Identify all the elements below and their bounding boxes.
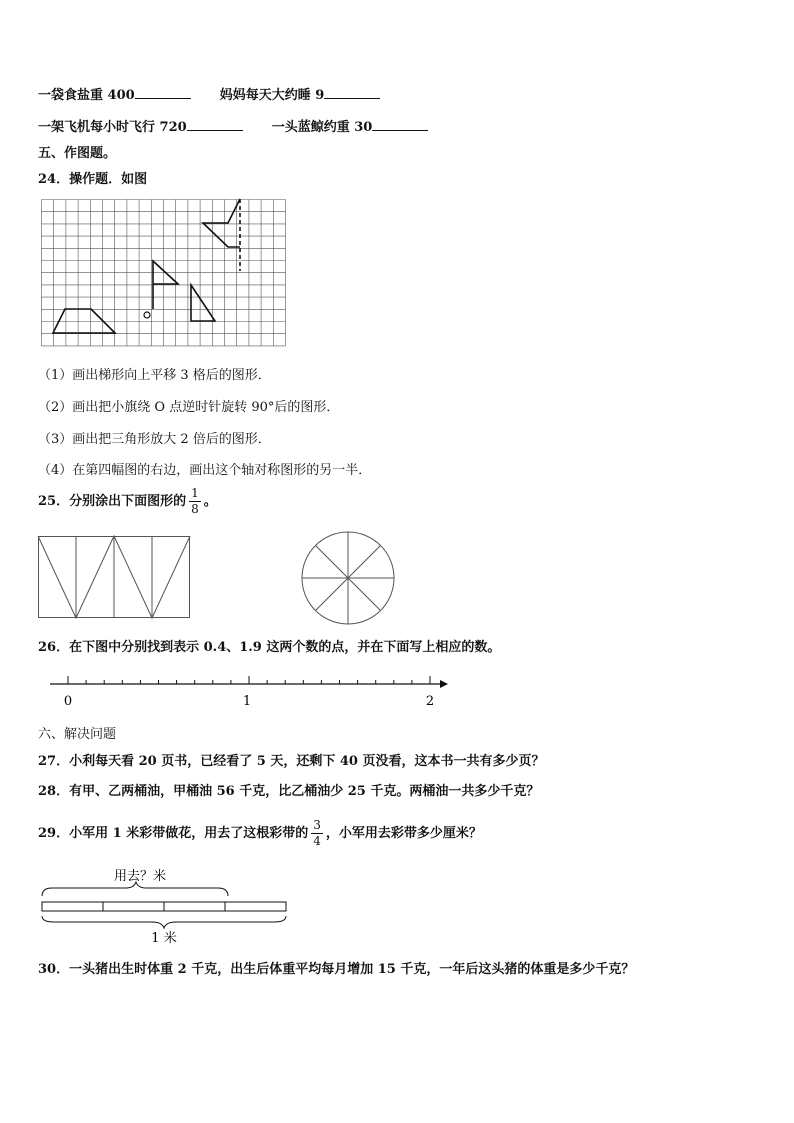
rectangle-triangles-figure — [38, 536, 190, 618]
answer-blank[interactable] — [187, 119, 243, 131]
circle-eighths-figure — [301, 531, 395, 625]
question-26: 26．在下图中分别找到表示 0.4、1.9 这两个数的点，并在下面写上相应的数。 — [38, 640, 501, 655]
question-27: 27．小利每天看 20 页书，已经看了 5 天，还剩下 40 页没看，这本书一共有多少页？ — [38, 754, 545, 769]
total-label: 1 米 — [151, 931, 177, 946]
task-2: （2）画出把小旗绕 O 点逆时针旋转 90°后的图形． — [38, 400, 340, 415]
square-grid-figure — [41, 199, 291, 347]
task-1: （1）画出梯形向上平移 3 格后的图形． — [38, 368, 271, 383]
section-6-title: 六、解决问题 — [38, 727, 117, 742]
question-24-title: 24．操作题．如图 — [38, 172, 148, 187]
fraction-three-quarters — [311, 818, 323, 849]
axis-label-0: 0 — [63, 694, 73, 709]
question-30: 30．一头猪出生时体重 2 千克，出生后体重平均每月增加 15 千克，一年后这头猪的体重是多少千克？ — [38, 962, 635, 977]
used-label: 用去？米 — [113, 869, 167, 884]
fill-blank-row-1 — [38, 84, 380, 103]
fraction-numerator: 1 — [191, 486, 199, 500]
answer-blank[interactable] — [135, 87, 191, 99]
answer-blank[interactable] — [372, 119, 428, 131]
fill-blank-row-2 — [38, 116, 428, 135]
question-29-text: 29．小军用 1 米彩带做花，用去了这根彩带的 — [38, 826, 309, 841]
question-25-suffix: 。 — [203, 494, 217, 509]
half-symmetric-shape — [203, 199, 240, 247]
point-o-marker — [144, 312, 150, 318]
task-4: （4）在第四幅图的右边，画出这个轴对称图形的另一半． — [38, 463, 372, 478]
question-29 — [38, 818, 482, 849]
ribbon-diagram — [40, 864, 290, 946]
fraction-one-eighth — [189, 486, 201, 517]
fill-blank-item-2: 妈妈每天大约睡 9 — [219, 88, 325, 103]
question-25 — [38, 486, 217, 517]
answer-blank[interactable] — [324, 87, 380, 99]
number-line — [50, 672, 450, 712]
task-3: （3）画出把三角形放大 2 倍后的图形． — [38, 432, 271, 447]
question-25-text: 25．分别涂出下面图形的 — [38, 494, 187, 509]
fraction-denominator: 4 — [313, 834, 321, 848]
axis-label-2: 2 — [425, 694, 435, 709]
section-5-title: 五、作图题。 — [38, 146, 117, 161]
question-28: 28．有甲、乙两桶油，甲桶油 56 千克，比乙桶油少 25 千克。两桶油一共多少千克？ — [38, 784, 540, 799]
fill-blank-item-3: 一架飞机每小时飞行 720 — [38, 120, 187, 135]
fraction-denominator: 8 — [191, 502, 199, 516]
question-29-suffix: ，小军用去彩带多少厘米？ — [325, 826, 482, 841]
fill-blank-item-1: 一袋食盐重 400 — [38, 88, 135, 103]
triangle-shape — [191, 285, 215, 321]
fraction-numerator: 3 — [313, 818, 321, 832]
axis-label-1: 1 — [242, 694, 252, 709]
trapezoid-shape — [53, 309, 115, 333]
fill-blank-item-4: 一头蓝鲸约重 30 — [271, 120, 373, 135]
